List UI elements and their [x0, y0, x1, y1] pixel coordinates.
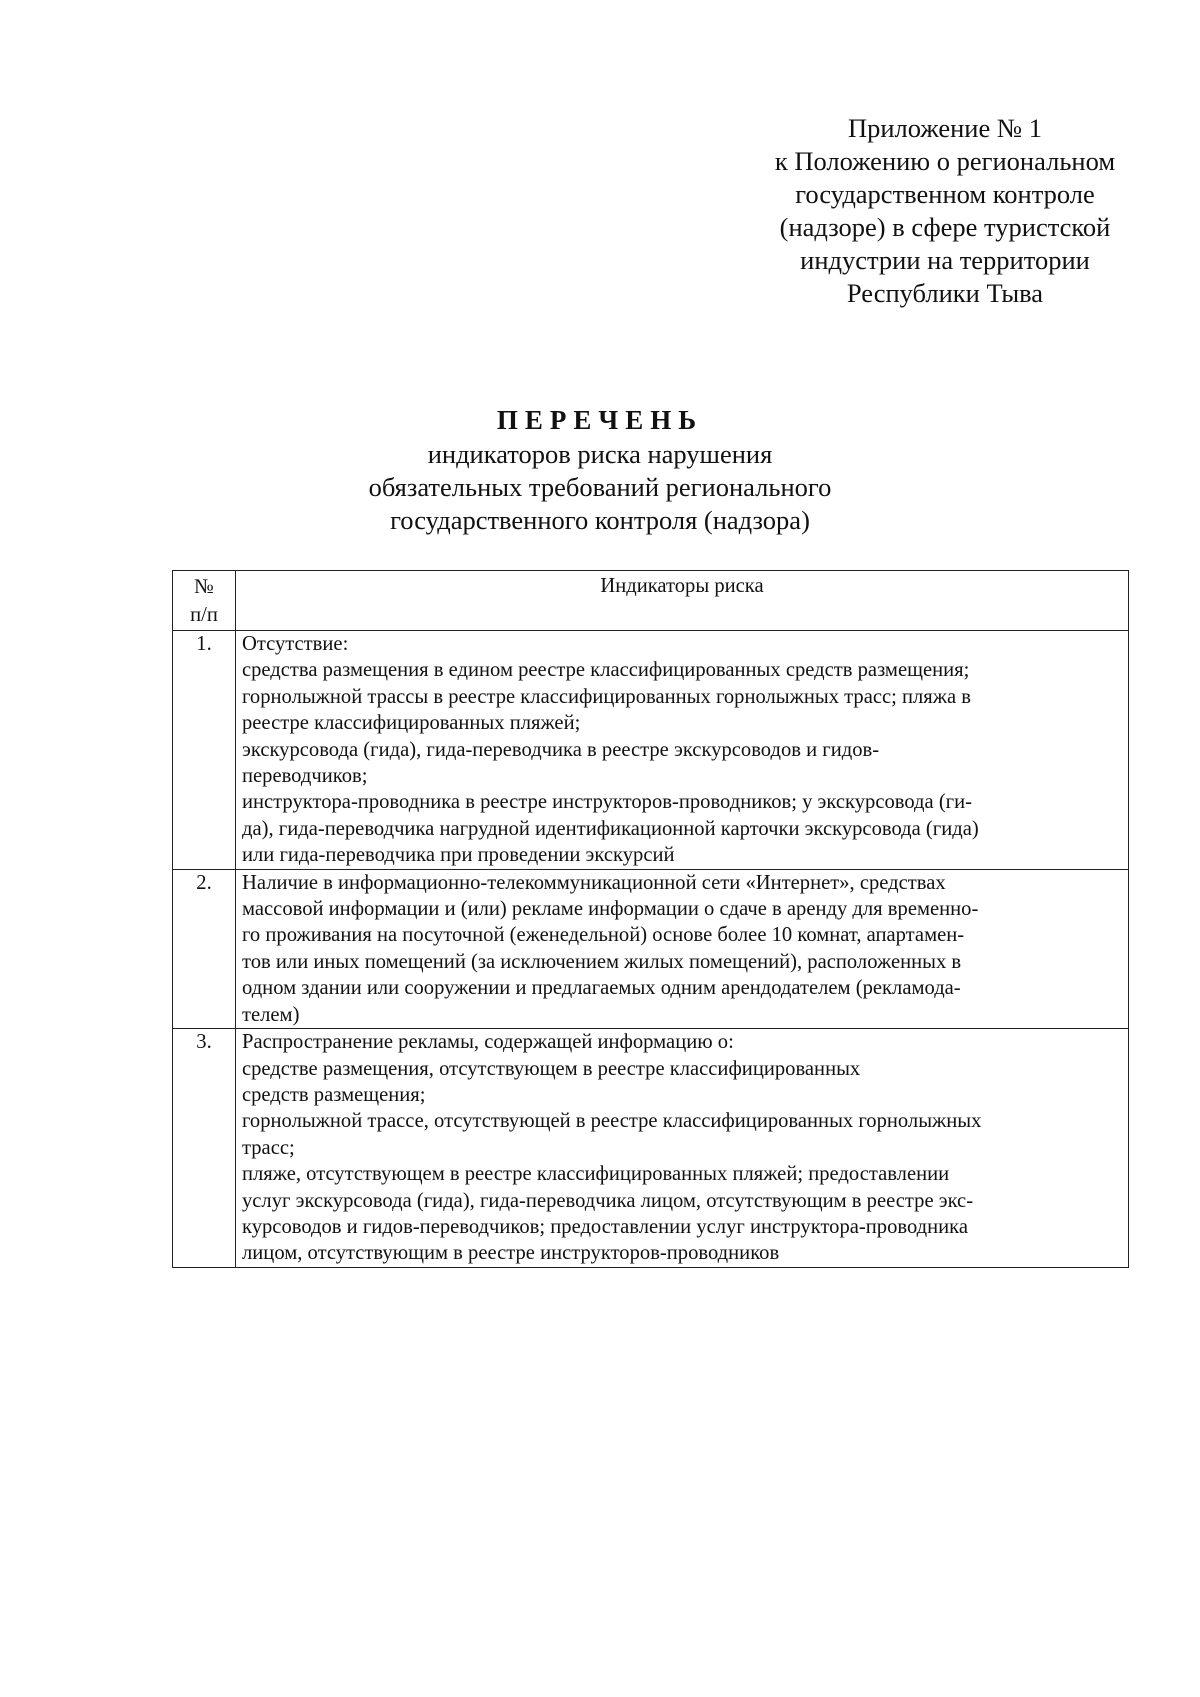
risk-indicators-table — [172, 570, 1129, 1268]
annex-header — [735, 112, 1155, 310]
row-line: переводчиков; — [242, 765, 368, 788]
row-line: одном здании или сооружении и предлагаемых одним арендодателем (рекламода- — [242, 977, 961, 1000]
subtitle-line: индикаторов риска нарушения — [427, 439, 773, 469]
annex-line: Республики Тыва — [846, 278, 1044, 308]
row-line: тов или иных помещений (за исключением жилых помещений), расположенных в — [242, 950, 962, 973]
row-number: 3. — [173, 1029, 236, 1268]
row-text — [236, 869, 1129, 1028]
row-line: телем) — [242, 1003, 300, 1026]
subtitle-line: обязательных требований регионального — [368, 472, 832, 502]
row-line: Наличие в информационно-телекоммуникационной сети «Интернет», средствах — [242, 871, 946, 894]
table-row — [173, 869, 1129, 1028]
row-text — [236, 1029, 1129, 1268]
row-line: инструктора-проводника в реестре инструкторов-проводников; у экскурсовода (ги- — [242, 791, 973, 814]
row-text — [236, 631, 1129, 870]
row-line: средстве размещения, отсутствующем в реестре классифицированных — [242, 1057, 861, 1080]
title-block — [300, 402, 900, 537]
row-line: да), гида-переводчика нагрудной идентификационной карточки экскурсовода (гида) — [242, 817, 979, 840]
row-number: 2. — [173, 869, 236, 1028]
row-line: реестре классифицированных пляжей; — [242, 712, 581, 735]
annex-line: государственном контроле — [795, 179, 1095, 209]
header-indicators: Индикаторы риска — [236, 571, 1129, 631]
annex-line: Приложение № 1 — [847, 113, 1042, 143]
header-number-abbrev: п/п — [190, 604, 218, 626]
row-line: горнолыжной трассы в реестре классифицированных горнолыжных трасс; пляжа в — [242, 685, 972, 708]
table-row — [173, 1029, 1129, 1268]
row-line: горнолыжной трассе, отсутствующей в реестре классифицированных горнолыжных — [242, 1110, 982, 1133]
row-line: курсоводов и гидов-переводчиков; предоставлении услуг инструктора-проводника — [242, 1215, 969, 1238]
risk-indicators-table-wrapper — [172, 570, 1128, 1268]
annex-line: индустрии на территории — [800, 245, 1090, 275]
row-line: го проживания на посуточной (еженедельной) основе более 10 комнат, апартамен- — [242, 924, 965, 947]
row-number: 1. — [173, 631, 236, 870]
row-line: экскурсовода (гида), гида-переводчика в реестре экскурсоводов и гидов- — [242, 738, 880, 761]
header-number-symbol: № — [194, 576, 214, 598]
row-line: пляже, отсутствующем в реестре классифицированных пляжей; предоставлении — [242, 1163, 950, 1186]
table-header-row — [173, 571, 1129, 631]
row-line: массовой информации и (или) рекламе информации о сдаче в аренду для временно- — [242, 898, 979, 921]
row-line: средства размещения в едином реестре классифицированных средств размещения; — [242, 659, 970, 682]
row-line: трасс; — [242, 1136, 295, 1159]
row-line: услуг экскурсовода (гида), гида-переводчика лицом, отсутствующим в реестре экс- — [242, 1189, 974, 1212]
header-number — [173, 571, 236, 631]
row-line: Отсутствие: — [242, 633, 349, 655]
annex-line: к Положению о региональном — [774, 146, 1116, 176]
annex-line: (надзоре) в сфере туристской — [779, 212, 1111, 242]
table-row — [173, 631, 1129, 870]
subtitle-line: государственного контроля (надзора) — [390, 505, 810, 535]
row-line: лицом, отсутствующим в реестре инструкторов-проводников — [242, 1242, 780, 1265]
row-line: или гида-переводчика при проведении экскурсий — [242, 844, 675, 867]
row-line: Распространение рекламы, содержащей информацию о: — [242, 1031, 734, 1054]
row-line: средств размещения; — [242, 1083, 426, 1106]
document-title: ПЕРЕЧЕНЬ — [496, 405, 704, 435]
